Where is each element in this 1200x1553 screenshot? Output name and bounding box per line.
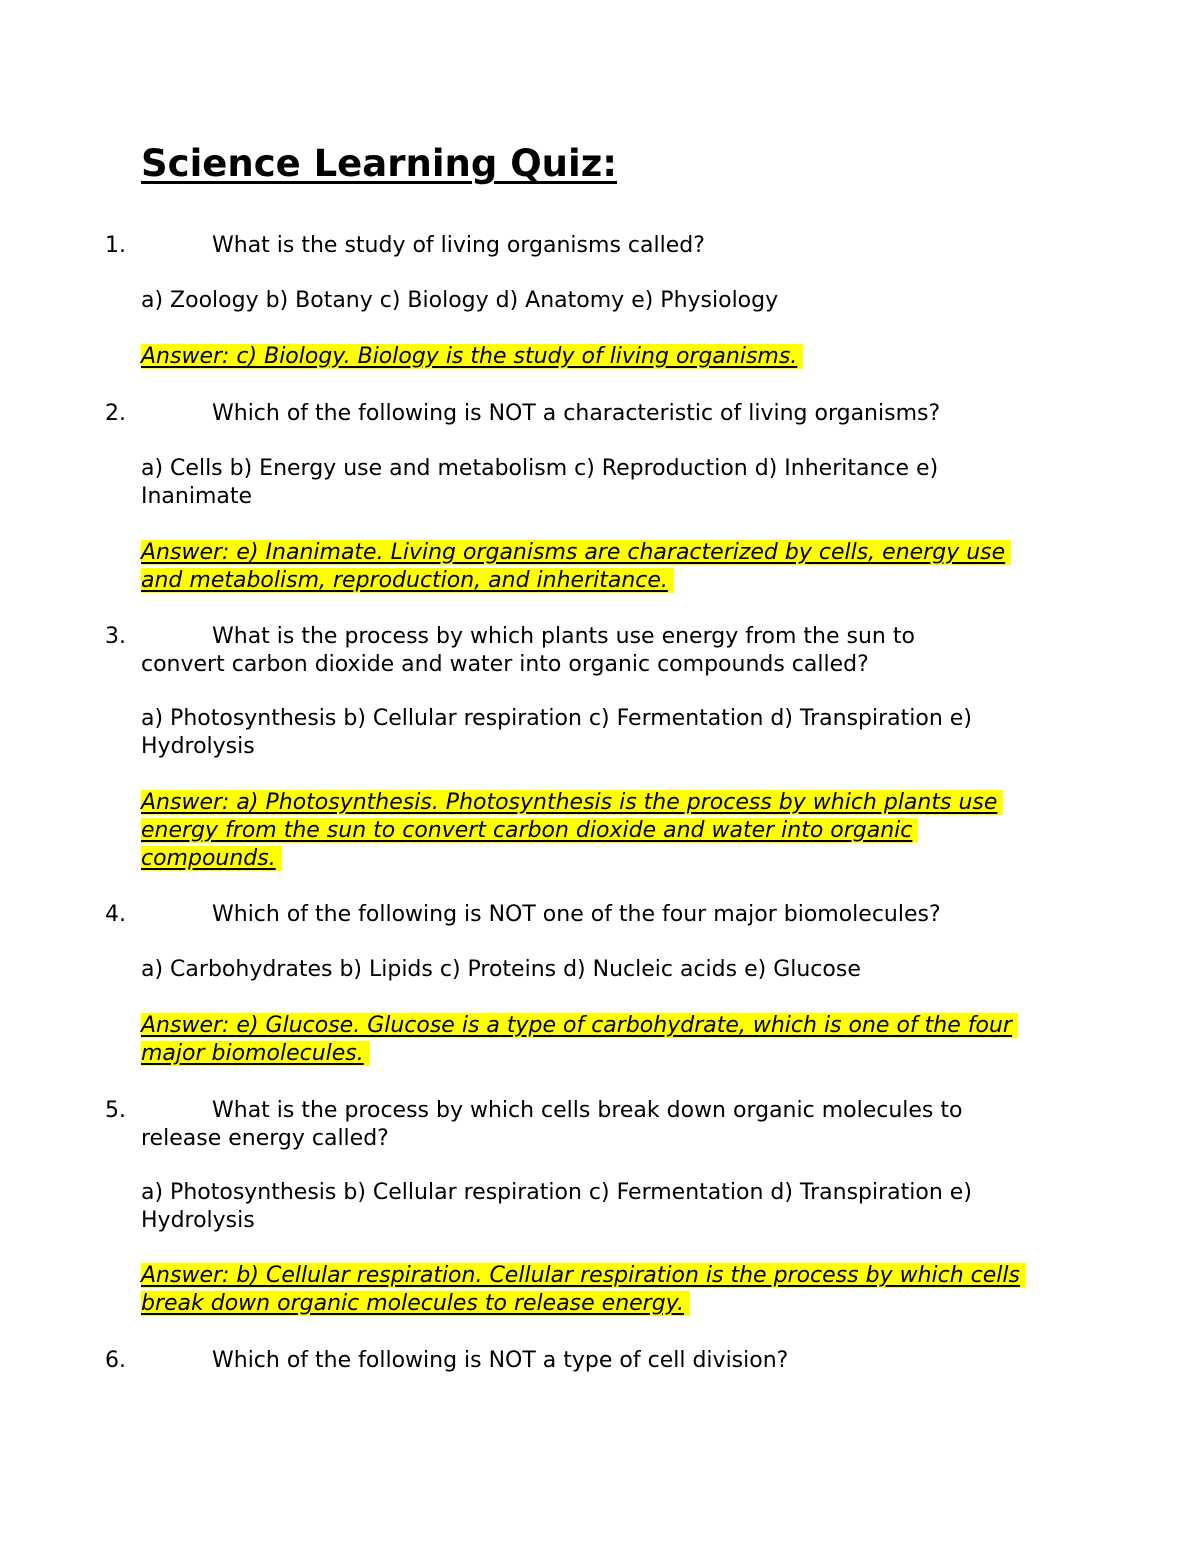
question-5 [105,1097,1045,1153]
question-2-answer [141,539,1031,595]
question-2 [105,400,1045,428]
question-5-answer [141,1262,1031,1318]
question-number: 1. [105,233,126,258]
question-text: Which of the following is NOT one of the four major biomolecules? [212,902,941,927]
question-4-options: a) Carbohydrates b) Lipids c) Proteins d) Nucleic acids e) Glucose [141,957,861,982]
question-number: 6. [105,1348,126,1373]
question-text: What is the study of living organisms called? [212,233,705,258]
question-3 [105,623,1045,679]
question-5-options: a) Photosynthesis b) Cellular respiration c) Fermentation d) Transpiration e) Hydrolysis [141,1180,972,1233]
question-3-options: a) Photosynthesis b) Cellular respiration c) Fermentation d) Transpiration e) Hydrolysis [141,706,972,759]
question-1-options: a) Zoology b) Botany c) Biology d) Anatomy e) Physiology [141,288,779,313]
answer-text: Answer: a) Photosynthesis. Photosynthesis is the process by which plants use energy from the sun to convert carbon dioxide and water into organic compounds. [141,790,1003,871]
question-number: 2. [105,401,126,426]
question-1-answer [141,343,1041,371]
answer-text: Answer: e) Inanimate. Living organisms are characterized by cells, energy use and metabolism, reproduction, and inheritance. [141,540,1011,593]
question-number: 5. [105,1098,126,1123]
question-4-answer [141,1012,1031,1068]
answer-text: Answer: c) Biology. Biology is the study of living organisms. [141,344,803,369]
question-text: What is the process by which cells break down organic molecules to [212,1098,963,1123]
question-3-answer [141,789,1031,873]
question-1 [105,232,1045,260]
question-text: Which of the following is NOT a characteristic of living organisms? [212,401,941,426]
question-text-continued: convert carbon dioxide and water into organic compounds called? [141,652,869,677]
question-text: What is the process by which plants use energy from the sun to [212,624,915,649]
answer-text: Answer: b) Cellular respiration. Cellular respiration is the process by which cells break down organic molecules to release energy. [141,1263,1026,1316]
question-2-options: a) Cells b) Energy use and metabolism c) Reproduction d) Inheritance e) Inanimate [141,456,939,509]
question-number: 3. [105,624,126,649]
question-6 [105,1347,1045,1375]
question-text: Which of the following is NOT a type of cell division? [212,1348,789,1373]
question-text-continued: release energy called? [141,1126,389,1151]
answer-text: Answer: e) Glucose. Glucose is a type of carbohydrate, which is one of the four major biomolecules. [141,1013,1018,1066]
quiz-title: Science Learning Quiz: [141,142,618,185]
question-number: 4. [105,902,126,927]
question-4 [105,901,1045,929]
